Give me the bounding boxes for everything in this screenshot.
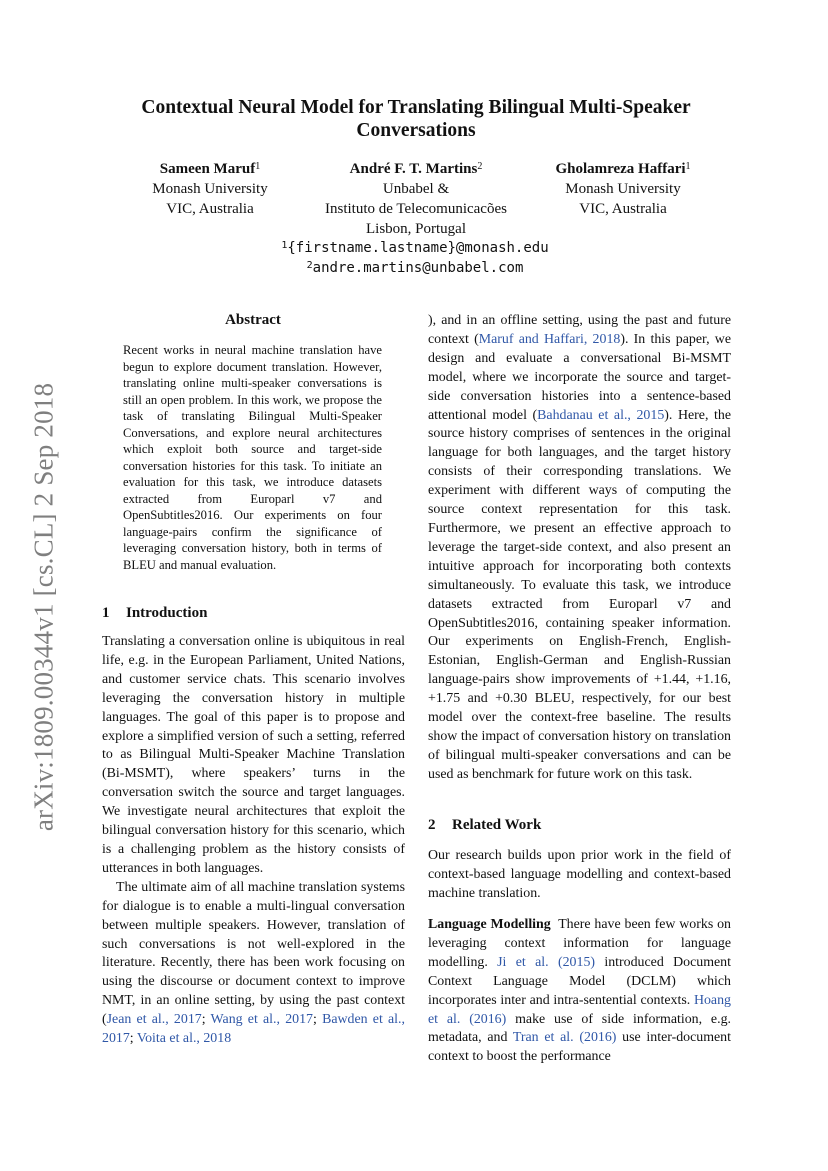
citation-separator: ; [312, 1012, 323, 1028]
citation-link[interactable]: Tran et al. (2016) [512, 1030, 617, 1046]
citation-link[interactable]: Ji et al. (2015) [497, 954, 596, 970]
arxiv-identifier-stamp [14, 372, 74, 842]
contact-mark: 1 [281, 240, 288, 251]
related-work-intro [428, 847, 731, 904]
citation-link[interactable]: Bawden et al., 2017 [102, 1012, 405, 1047]
citation-link[interactable]: Maruf and Haffari, 2018 [478, 331, 621, 347]
contact-email-1 [160, 238, 670, 258]
section-title: Introduction [126, 605, 208, 621]
paragraph-text: There have been few works on leveraging context information for language modelling. [428, 917, 731, 970]
introduction-body-right [428, 312, 731, 785]
author-affiliation-line: Unbabel & [382, 181, 450, 197]
citation-separator: ; [201, 1012, 211, 1028]
author-affiliation-mark: 1 [255, 161, 261, 172]
citation-link[interactable]: Voita et al., 2018 [136, 1031, 232, 1047]
paragraph [102, 633, 405, 879]
paragraph-text: Our research builds upon prior work in the field of context-based language modelling and context-based machine translation. [428, 848, 731, 901]
author-affiliation-line: Instituto de Telecomunicacões [325, 201, 507, 217]
section-number: 1 [102, 605, 110, 621]
paragraph-text: ), and in an offline setting, using the past and future context ( [428, 313, 731, 347]
contact-text: {firstname.lastname}@monash.edu [287, 240, 549, 256]
author-block-1 [118, 159, 302, 219]
paragraph-text: ). In this paper, we design and evaluate a conversational Bi-MSMT model, where we incorporate the source and target-side conversation histories into a sentence-based attentional model ( [428, 331, 731, 423]
author-name: Sameen Maruf [159, 161, 256, 177]
contact-text: andre.martins@unbabel.com [312, 260, 524, 276]
abstract-text: Recent works in neural machine translation have begun to explore document translation. However, translating online multi-speaker conversations is still an open problem. In this work, we propose the task of translating Bilingual Multi-Speaker Conversations, and explore neural architectures which exploit both source and target-side conversation histories for this task. To initiate an evaluation for this task, we introduce datasets extracted from Europarl v7 and OpenSubtitles2016. Our experiments on four language-pairs confirm the significance of leveraging conversation history, both in terms of BLEU and manual evaluation. [123, 343, 382, 572]
author-block-2 [300, 159, 532, 239]
author-affiliation-line: VIC, Australia [166, 201, 254, 217]
citation-separator: ; [129, 1031, 137, 1047]
language-modelling-paragraph [428, 916, 731, 1067]
paragraph-text: The ultimate aim of all machine translation systems for dialogue is to enable a multi-lingual conversation between multiple speakers. However, translation of such conversations is not well-explored in the literature. Recently, there has been work focusing on using the discourse or document context to improve NMT, in an online setting, by using the past context ( [102, 879, 405, 1028]
citation-link[interactable]: Wang et al., 2017 [210, 1012, 313, 1028]
introduction-body-left [102, 633, 405, 1049]
section-title: Related Work [452, 817, 542, 833]
author-affiliation-mark: 2 [477, 161, 483, 172]
arxiv-identifier-text: arXiv:1809.00344v1 [cs.CL] 2 Sep 2018 [28, 382, 59, 832]
paragraph-text: ). Here, the source history comprises of sentences in the original language for both languages, and the target history consists of their corresponding translations. We experiment with different ways of computing the source context representation for this task. Furthermore, we present an effective approach to leverage the target-side context, and also present an intuitive approach for incorporating both contexts simultaneously. To evaluate this task, we introduce datasets extracted from Europarl v7 and OpenSubtitles2016, containing speaker information. Our experiments on English-French, English-Estonian, English-German and English-Russian language-pairs show improvements of +1.44, +1.16, +1.75 and +0.30 BLEU, respectively, for our best model over the context-free baseline. The results show the impact of conversation history on translation of bilingual multi-speaker conversations and can be used as benchmark for future work on this task. [428, 407, 731, 782]
paragraph [428, 847, 731, 904]
author-affiliation-line: Lisbon, Portugal [366, 221, 466, 237]
author-affiliation-line: Monash University [152, 181, 268, 197]
paragraph-text: use inter-document context to boost the performance [428, 1030, 731, 1065]
run-in-heading: Language Modelling [428, 917, 551, 932]
citation-link[interactable]: Jean et al., 2017 [106, 1012, 202, 1028]
author-block-3 [530, 159, 716, 219]
contact-mark: 2 [306, 260, 313, 271]
paragraph-text: introduced Document Context Language Model (DCLM) which incorporates inter and intra-sentential contexts. [428, 954, 731, 1008]
author-affiliation-mark: 1 [685, 161, 691, 172]
author-name: Gholamreza Haffari [555, 161, 686, 177]
author-affiliation-line: Monash University [565, 181, 681, 197]
section-heading-introduction [102, 603, 207, 623]
citation-link[interactable]: Bahdanau et al., 2015 [537, 407, 665, 423]
section-number: 2 [428, 817, 436, 833]
citation-link[interactable]: Hoang et al. (2016) [428, 992, 731, 1027]
paragraph [428, 916, 731, 1067]
abstract-heading: Abstract [225, 312, 281, 328]
author-affiliation-line: VIC, Australia [579, 201, 667, 217]
author-name: André F. T. Martins [349, 161, 478, 177]
paragraph-text: make use of side information, e.g. metadata, and [428, 1011, 731, 1046]
paragraph-text: Translating a conversation online is ubiquitous in real life, e.g. in the European Parliament, United Nations, and customer service chats. This scenario involves leveraging the conversation history in multiple languages. The goal of this paper is to propose and explore a simplified version of such a setting, referred to as Bilingual Multi-Speaker Machine Translation (Bi-MSMT), where speakers’ turns in the conversation switch the source and target languages. We investigate neural architectures that exploit the bilingual conversation history for this scenario, which is a challenging problem as the history consists of utterances in both languages. [102, 634, 405, 876]
paper-title: Contextual Neural Model for Translating Bilingual Multi-Speaker Conversations [141, 97, 691, 141]
paragraph-continuation [428, 312, 731, 785]
paragraph [102, 879, 405, 1049]
contact-email-2 [160, 258, 670, 278]
section-heading-related-work [428, 815, 541, 835]
